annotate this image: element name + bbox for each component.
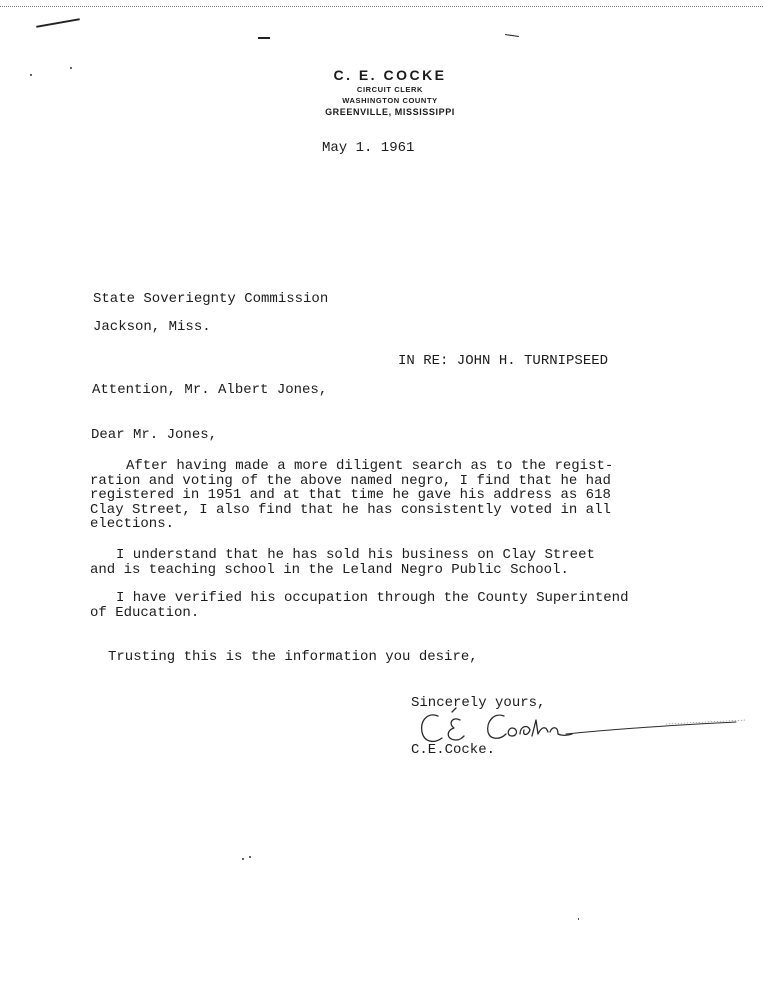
salutation: Dear Mr. Jones, <box>91 427 218 443</box>
paragraph-line: I understand that he has sold his business on Clay Street <box>116 547 595 563</box>
recipient-line-2: Jackson, Miss. <box>93 319 211 335</box>
paragraph-line: of Education. <box>90 604 200 621</box>
letterhead-county: WASHINGTON COUNTY <box>342 96 438 105</box>
scan-dot <box>578 918 579 920</box>
signer-name: C.E.Cocke. <box>411 742 496 758</box>
paragraph-line: I have verified his occupation through the County Superintend <box>116 590 629 606</box>
body-paragraph-2 <box>90 548 595 577</box>
scan-dash-mark <box>505 34 519 37</box>
reference-line: IN RE: JOHN H. TURNIPSEED <box>398 353 609 369</box>
recipient-line-1: State Soveriegnty Commission <box>93 291 329 307</box>
scan-dot <box>249 856 251 858</box>
paragraph-line: ration and voting of the above named negro, I find that he had <box>90 472 611 489</box>
paragraph-line: elections. <box>90 516 175 532</box>
letterhead <box>270 66 510 118</box>
letterhead-title: CIRCUIT CLERK <box>356 85 424 94</box>
complimentary-close: Sincerely yours, <box>411 695 546 711</box>
paragraph-line: and is teaching school in the Leland Negro Public School. <box>90 561 569 578</box>
paragraph-line: registered in 1951 and at that time he gave his address as 618 <box>90 487 611 503</box>
closing-sentence: Trusting this is the information you desire, <box>108 649 478 665</box>
letter-date: May 1. 1961 <box>322 140 415 156</box>
paragraph-line: Clay Street, I also find that he has consistently voted in all <box>90 501 611 518</box>
scan-dot <box>242 858 244 860</box>
body-paragraph-1 <box>90 459 613 532</box>
letterhead-name: C. E. COCKE <box>333 67 447 83</box>
attention-line: Attention, Mr. Albert Jones, <box>92 382 328 398</box>
scan-dash-mark <box>258 37 270 39</box>
scan-dot <box>30 74 32 76</box>
paragraph-line: After having made a more diligent search as to the regist- <box>126 458 614 474</box>
scan-pen-mark <box>36 18 80 28</box>
body-paragraph-3 <box>90 591 628 620</box>
scan-dot <box>70 67 72 69</box>
letterhead-city: GREENVILLE, MISSISSIPPI <box>325 107 455 117</box>
scan-edge-line <box>0 6 763 7</box>
